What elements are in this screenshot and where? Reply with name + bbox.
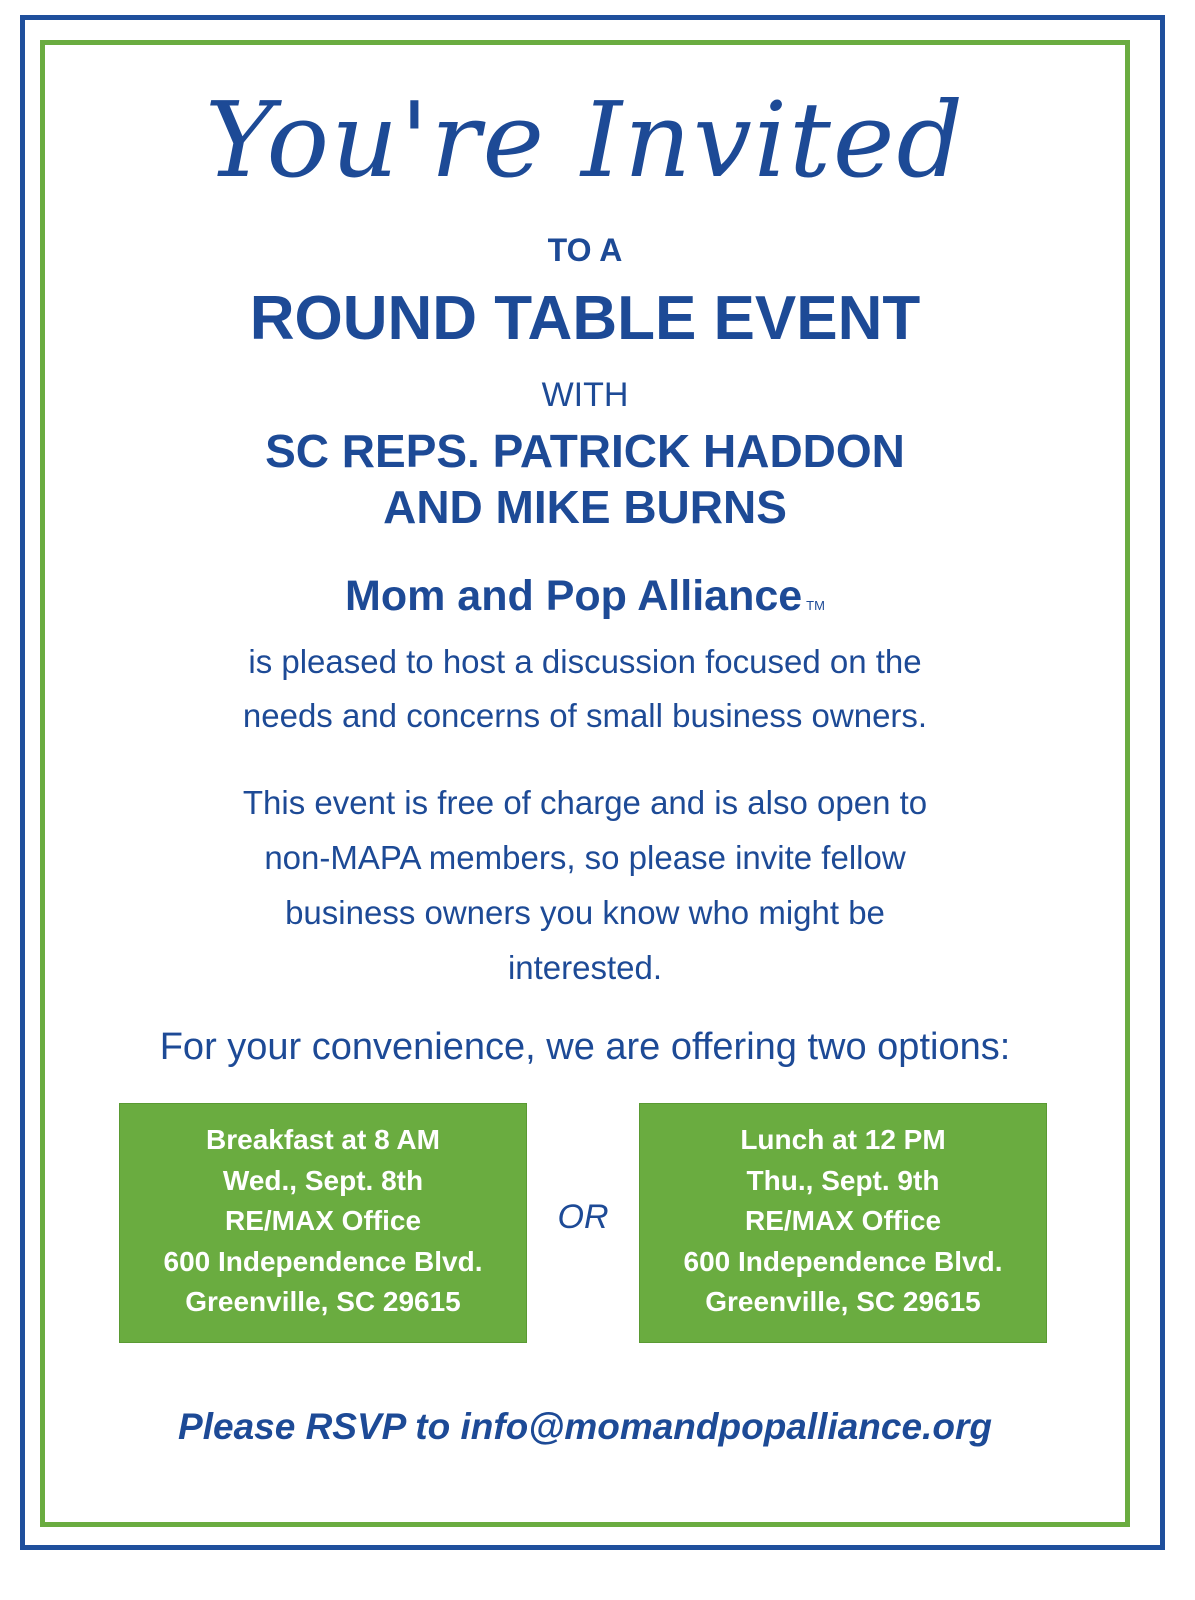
option-venue: RE/MAX Office (224, 1205, 422, 1236)
event-title: ROUND TABLE EVENT (249, 284, 921, 353)
free-line-3: business owners you know who might be (285, 894, 885, 931)
breakfast-option-box (119, 1103, 527, 1343)
lunch-option-box (639, 1103, 1047, 1343)
representatives (45, 423, 1125, 535)
free-event-description (135, 775, 1035, 995)
reps-line-2: AND MIKE BURNS (383, 481, 787, 533)
free-line-4: interested. (507, 949, 663, 986)
option-meal: Breakfast at 8 AM (206, 1124, 440, 1155)
trademark-mark: TM (806, 598, 825, 613)
option-city: Greenville, SC 29615 (185, 1286, 461, 1317)
free-line-2: non-MAPA members, so please invite fellow (264, 839, 906, 876)
host-line-1: is pleased to host a discussion focused on the (248, 643, 922, 680)
rsvp-line: Please RSVP to info@momandpopalliance.org (178, 1406, 992, 1447)
or-label: OR (557, 1198, 609, 1236)
reps-line-1: SC REPS. PATRICK HADDON (265, 425, 905, 477)
invited-headline: You're Invited (204, 79, 966, 201)
host-description (135, 635, 1035, 743)
invitation-content (45, 45, 1125, 1522)
option-date: Wed., Sept. 8th (222, 1164, 424, 1196)
to-a-label: TO A (547, 232, 623, 268)
option-date: Thu., Sept. 9th (746, 1164, 940, 1196)
option-venue: RE/MAX Office (744, 1205, 942, 1236)
org-name (45, 570, 1125, 632)
with-label: WITH (541, 376, 629, 414)
option-street: 600 Independence Blvd. (683, 1245, 1003, 1277)
option-meal: Lunch at 12 PM (740, 1124, 946, 1155)
org-name-text: Mom and Pop Alliance (345, 572, 803, 620)
option-street: 600 Independence Blvd. (163, 1245, 483, 1277)
option-city: Greenville, SC 29615 (705, 1286, 981, 1317)
free-line-1: This event is free of charge and is also open to (242, 784, 928, 821)
host-line-2: needs and concerns of small business owners. (242, 697, 928, 734)
options-intro: For your convenience, we are offering two options: (159, 1026, 1011, 1068)
